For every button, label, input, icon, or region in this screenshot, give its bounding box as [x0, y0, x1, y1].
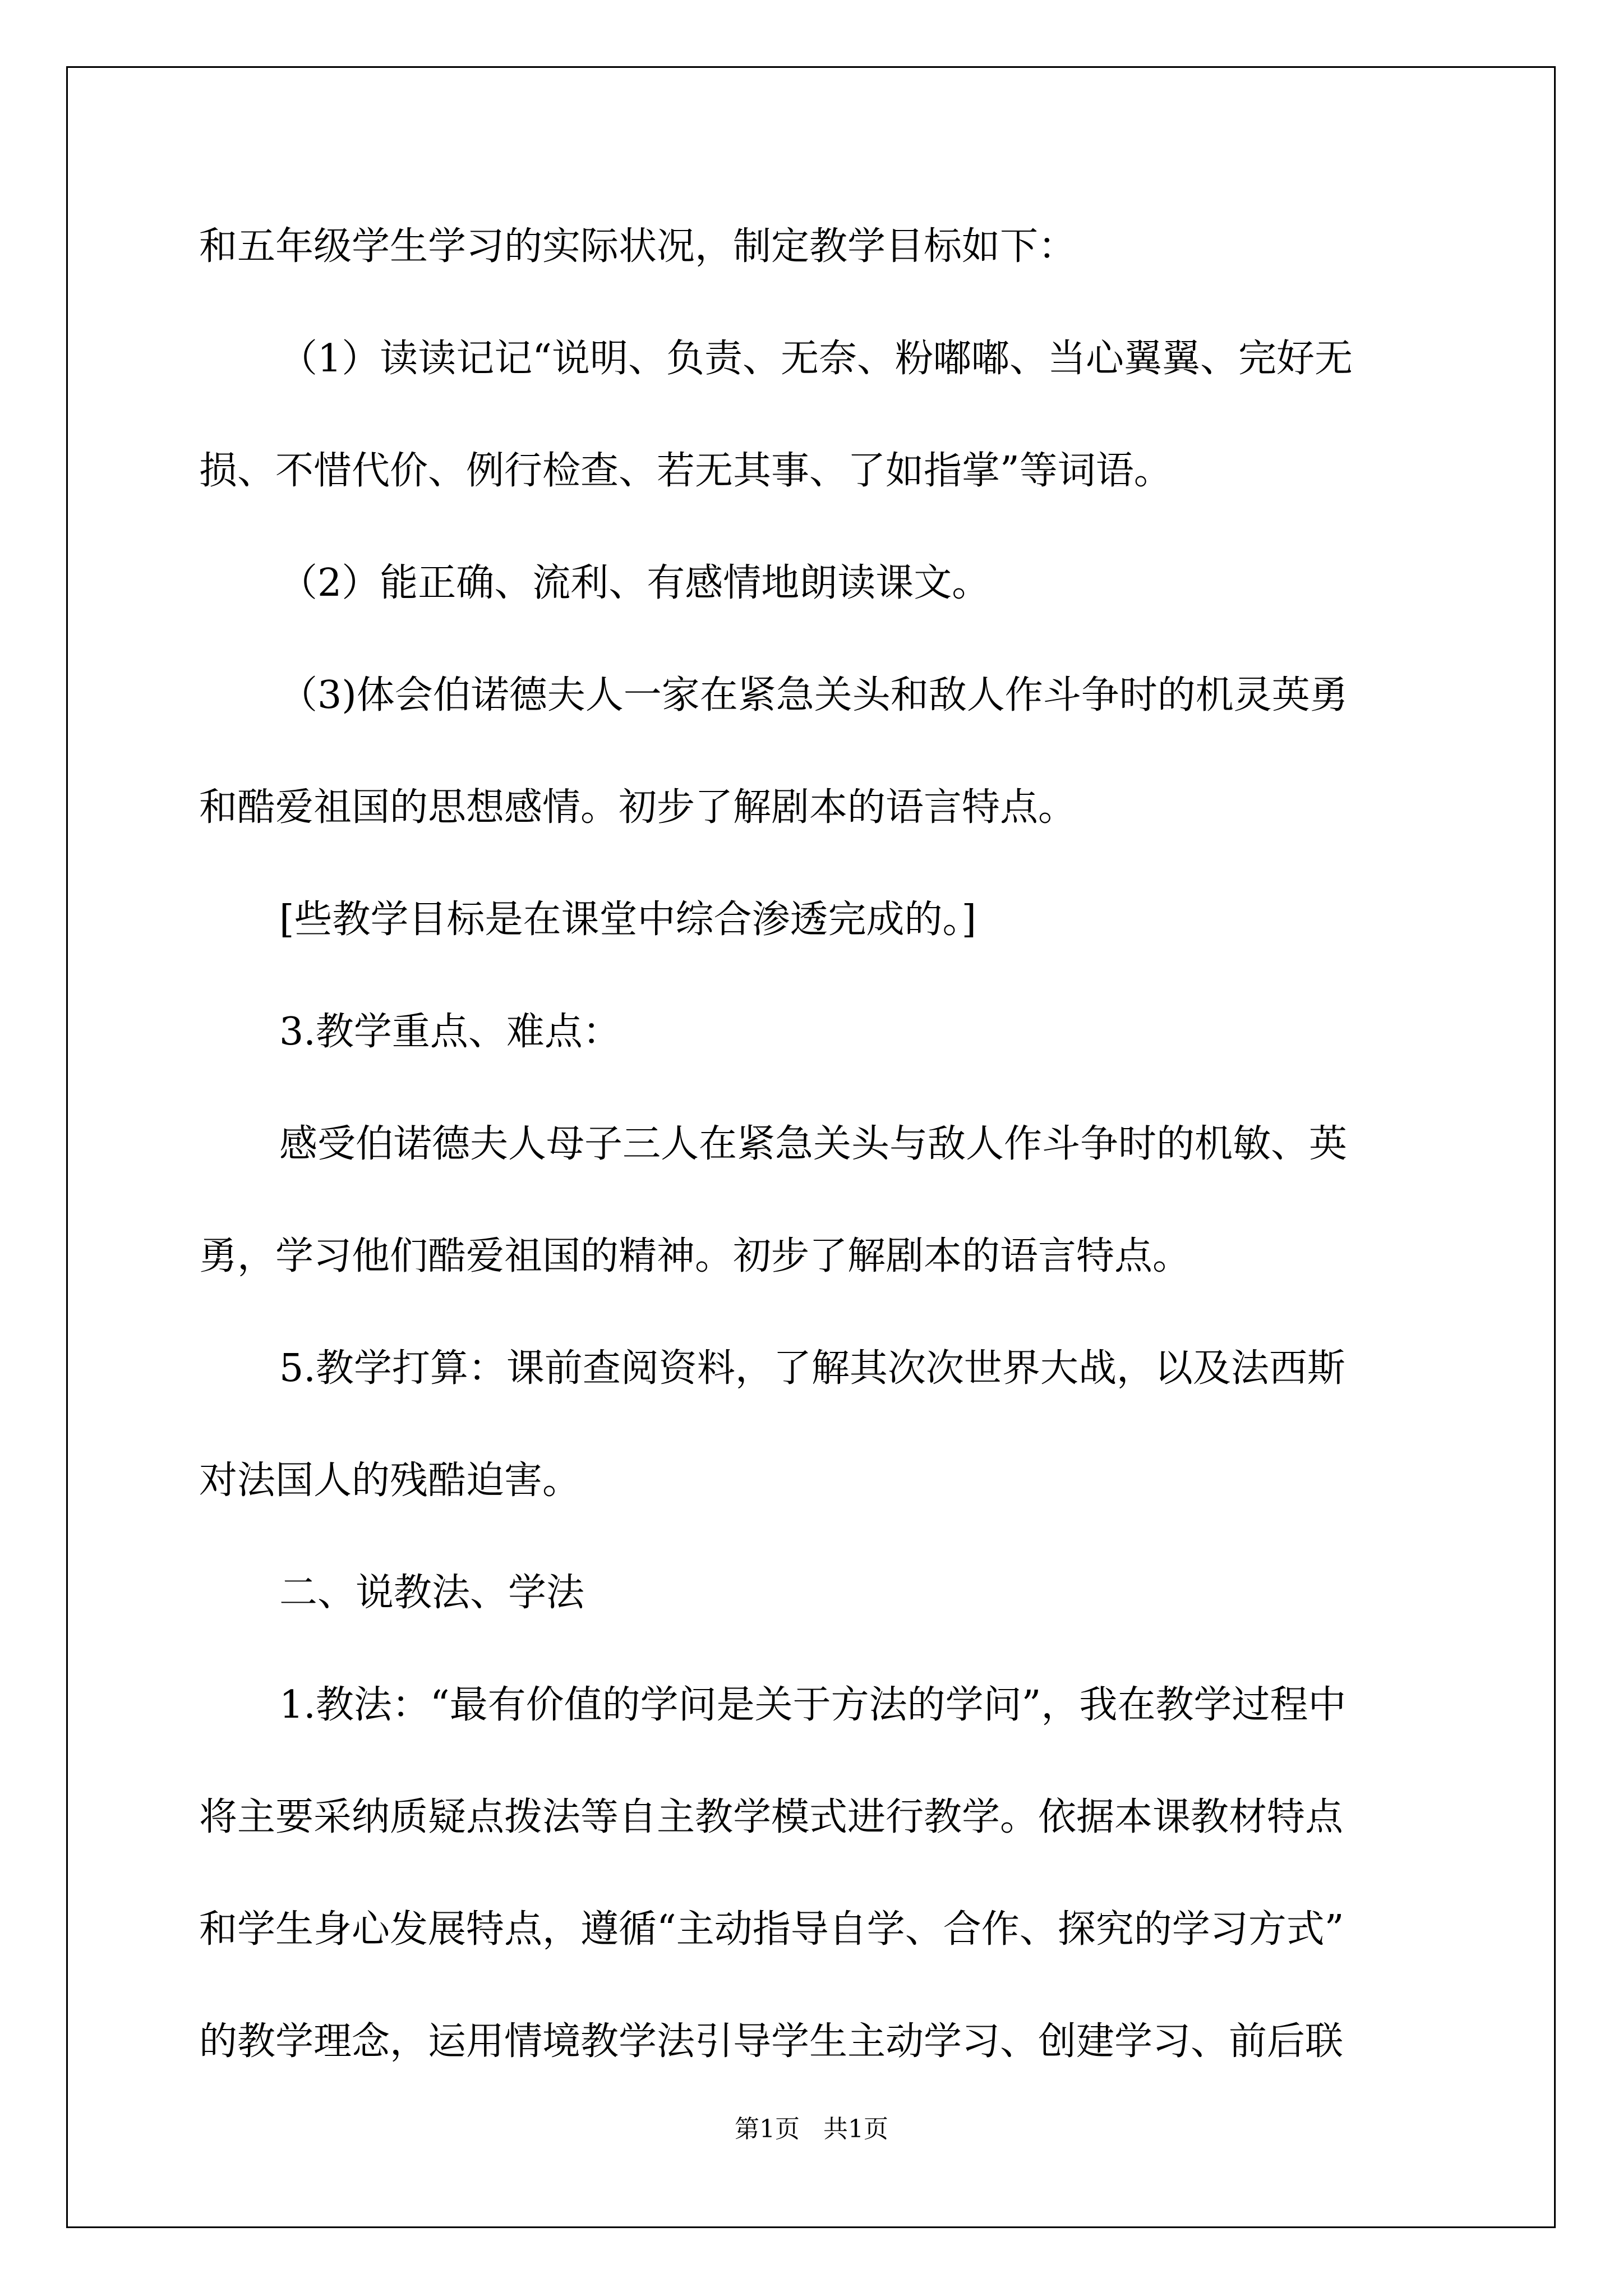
page-number-footer: 第1页 共1页 [735, 2115, 888, 2143]
text-line: 的教学理念，运用情境教学法引导学生主动学习、创建学习、前后联 [199, 2019, 1344, 2064]
text-line: 和五年级学生学习的实际状况，制定教学目标如下： [199, 224, 1077, 269]
text-line: （2）能正确、流利、有感情地朗读课文。 [279, 561, 990, 605]
section-heading: 3.教学重点、难点： [279, 1010, 621, 1054]
text-line: 对法国人的残酷迫害。 [199, 1458, 581, 1503]
text-line: 感受伯诺德夫人母子三人在紧急关头与敌人作斗争时的机敏、英 [279, 1122, 1348, 1166]
text-line: 和学生身心发展特点，遵循“主动指导自学、合作、探究的学习方式” [199, 1907, 1344, 1952]
text-line: [些教学目标是在课堂中综合渗透完成的。] [279, 898, 977, 942]
text-line: 损、不惜代价、例行检查、若无其事、了如指掌”等词语。 [199, 449, 1172, 493]
text-line: （3)体会伯诺德夫人一家在紧急关头和敌人作斗争时的机灵英勇 [279, 673, 1348, 717]
section-heading: 二、说教法、学法 [279, 1571, 585, 1615]
text-line: （1）读读记记“说明、负责、无奈、粉嘟嘟、当心翼翼、完好无 [279, 337, 1353, 381]
text-line: 勇，学习他们酷爱祖国的精神。初步了解剧本的语言特点。 [199, 1234, 1191, 1278]
text-line: 1.教法：“最有价值的学问是关于方法的学问”，我在教学过程中 [279, 1683, 1347, 1727]
text-line: 5.教学打算：课前查阅资料，了解其次次世界大战，以及法西斯 [279, 1346, 1345, 1391]
text-line: 和酷爱祖国的思想感情。初步了解剧本的语言特点。 [199, 785, 1077, 830]
text-line: 将主要采纳质疑点拨法等自主教学模式进行教学。依据本课教材特点 [199, 1795, 1344, 1839]
